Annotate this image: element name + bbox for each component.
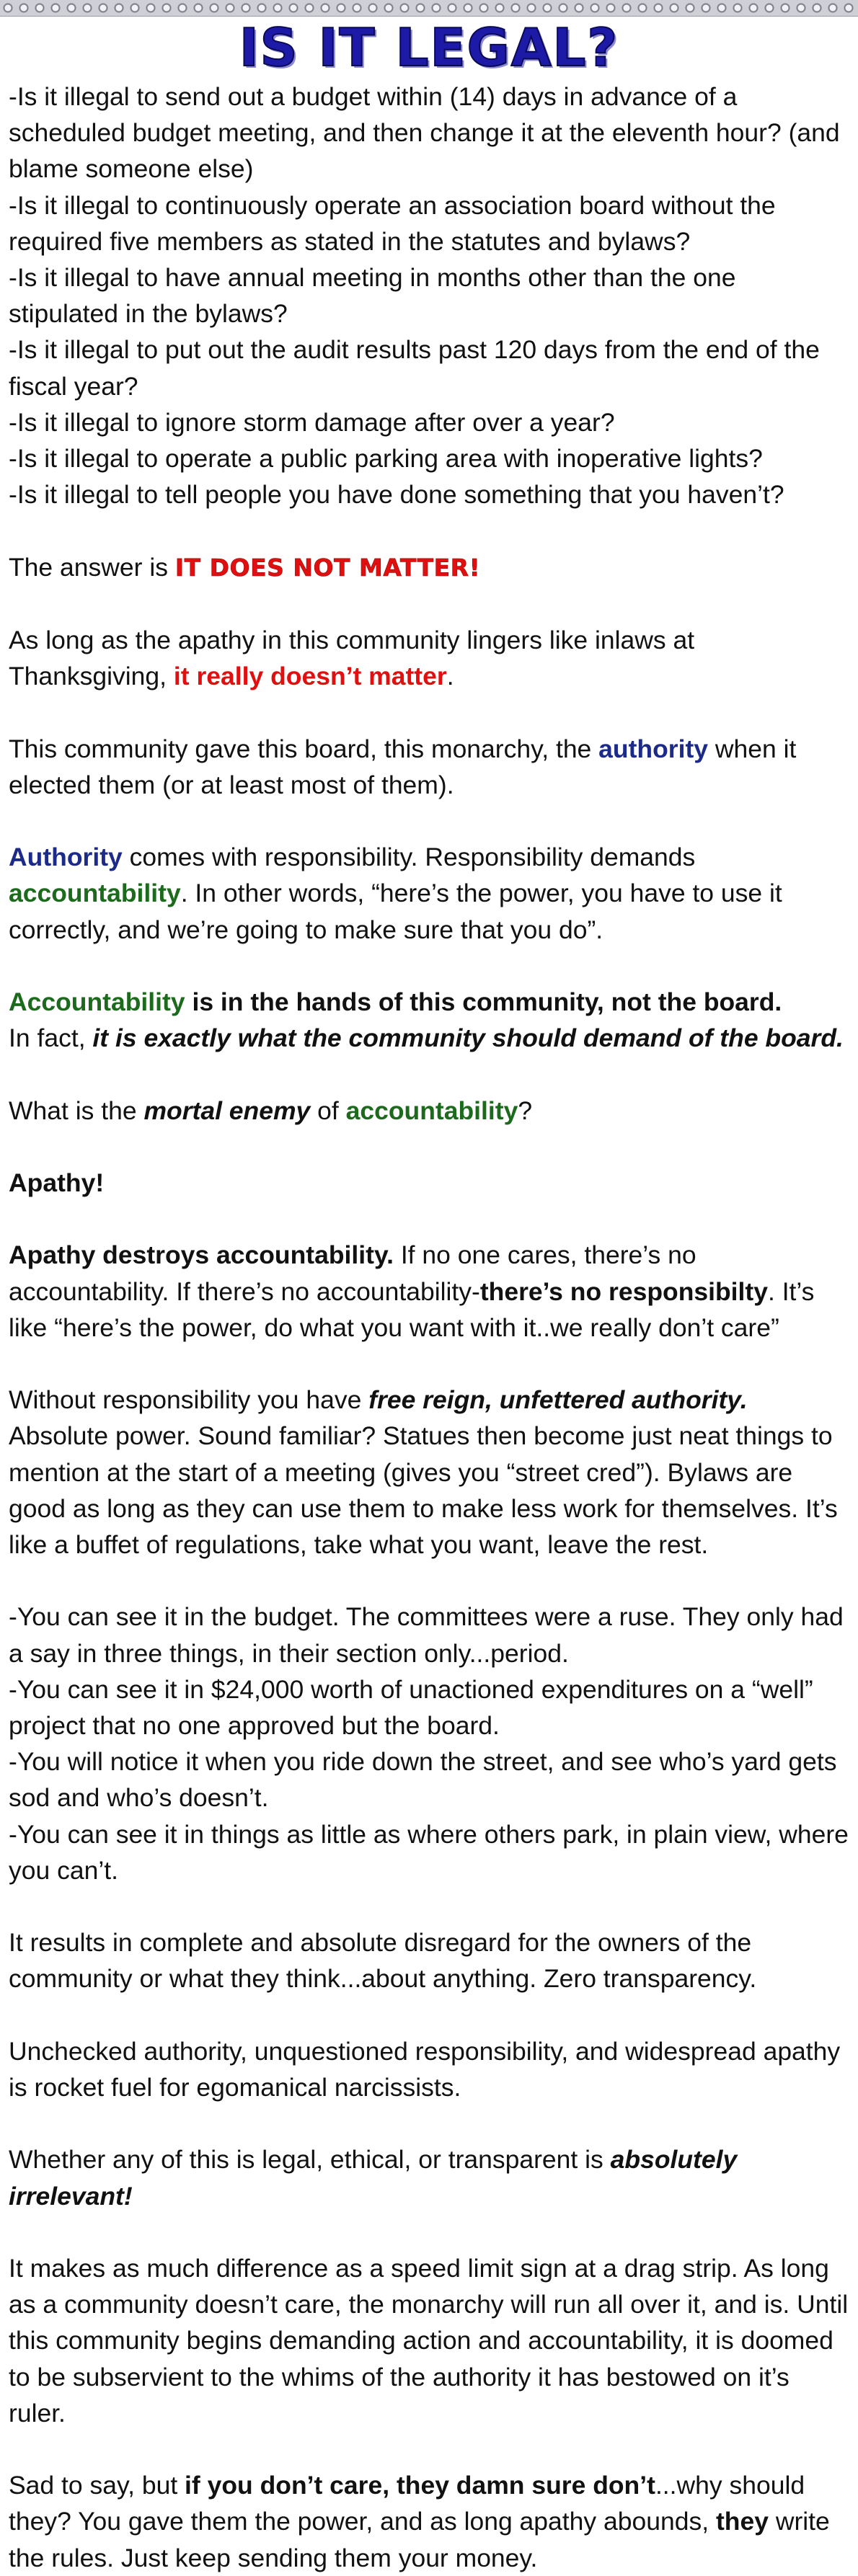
free-reign-emphasis: free reign, unfettered authority. <box>368 1385 748 1415</box>
accountability-word: accountability <box>9 879 181 908</box>
accountability-paragraph-line-2 <box>9 1020 852 1056</box>
example-item: -You will notice it when you ride down the street, and see who’s yard gets sod and who’s doesn’t. <box>9 1747 837 1813</box>
apathy-exclamation: Apathy! <box>9 1168 105 1197</box>
irrelevant-emphasis: absolutely irrelevant! <box>9 2145 738 2211</box>
authority-text-after: when it elected them (or at least most of them). <box>9 734 797 799</box>
accountability-word: Accountability <box>9 987 185 1016</box>
responsibility-text-2: . In other words, “here’s the power, you have to use it correctly, and we’re going to make sure that you do”. <box>9 879 782 944</box>
question-item: -Is it illegal to have annual meeting in months other than the one stipulated in the bylaws? <box>9 263 736 329</box>
closing-middle: ...why should they? You gave them the power, and as long apathy abounds, <box>9 2471 805 2536</box>
destroys-paragraph <box>9 1237 852 1346</box>
question-item: -Is it illegal to continuously operate an association board without the required five members as stated in the statutes and bylaws? <box>9 190 776 256</box>
question-item: -Is it illegal to ignore storm damage after over a year? <box>9 407 615 437</box>
examples-list <box>9 1599 852 1888</box>
drag-strip-paragraph: It makes as much difference as a speed limit sign at a drag strip. As long as a community doesn’t care, the monarchy will run all over it, and is. Until this community begins demanding action and accountability, it is doomed to be subservient to the whims of the authority it has bestowed on it’s ruler. <box>9 2253 849 2428</box>
accountability-word: accountability <box>345 1096 518 1125</box>
answer-prefix: The answer is <box>9 552 175 582</box>
questions-list <box>9 79 852 512</box>
closing-bold-2: they <box>715 2507 769 2536</box>
destroys-bold-2: there’s no responsibilty <box>479 1276 768 1306</box>
example-item: -You can see it in the budget. The committees were a ruse. They only had a say in three things, in their section only...period. <box>9 1602 844 1668</box>
destroys-bold-1: Apathy destroys accountability. <box>9 1240 394 1270</box>
responsibility-paragraph <box>9 839 852 948</box>
question-item: -Is it illegal to put out the audit results past 120 days from the end of the fiscal year? <box>9 335 820 401</box>
answer-highlight: IT DOES NOT MATTER! <box>174 553 481 582</box>
answer-paragraph <box>9 549 852 586</box>
enemy-question-end: ? <box>518 1096 533 1125</box>
authority-highlight: authority <box>598 734 709 763</box>
results-paragraph: It results in complete and absolute disregard for the owners of the community or what they think...about anything. Zero transparency. <box>9 1928 757 1994</box>
apathy-intro-paragraph <box>9 622 852 694</box>
accountability-line2-emphasis: it is exactly what the community should demand of the board. <box>92 1023 844 1053</box>
free-reign-after: Absolute power. Sound familiar? Statues then become just neat things to mention at the start of a meeting (gives you “street cred”). Bylaws are good as long as they can use them to make less work for themselves. It’s like a buffet of regulations, take what you want, leave the rest. <box>9 1421 838 1559</box>
closing-after: write the rules. Just keep sending them your money. <box>9 2507 830 2572</box>
authority-text-before: This community gave this board, this monarchy, the <box>9 734 599 763</box>
free-reign-paragraph <box>9 1382 852 1563</box>
accountability-line2-prefix: In fact, <box>9 1023 93 1053</box>
closing-bold-1: if you don’t care, they damn sure don’t <box>185 2471 655 2500</box>
enemy-question-middle: of <box>310 1096 346 1125</box>
question-item: -Is it illegal to send out a budget within (14) days in advance of a scheduled budget meeting, and then change it at the eleventh hour? (and blame someone else) <box>9 82 840 184</box>
enemy-question <box>9 1093 852 1129</box>
authority-word: Authority <box>9 843 123 872</box>
question-item: -Is it illegal to operate a public parking area with inoperative lights? <box>9 444 763 474</box>
apathy-intro-text: As long as the apathy in this community lingers like inlaws at Thanksgiving, <box>9 626 695 691</box>
decorative-pattern-banner <box>0 0 858 17</box>
enemy-question-emphasis: mortal enemy <box>143 1096 311 1125</box>
closing-paragraph <box>9 2467 852 2576</box>
apathy-intro-highlight: it really doesn’t matter <box>173 662 447 691</box>
page-title: IS IT LEGAL? <box>239 17 619 78</box>
article-body <box>0 76 858 2576</box>
authority-paragraph <box>9 731 852 803</box>
question-item: -Is it illegal to tell people you have done something that you haven’t? <box>9 480 784 510</box>
destroys-text-1: If no one cares, there’s no accountability. If there’s no accountability- <box>9 1240 696 1306</box>
example-item: -You can see it in things as little as where others park, in plain view, where you can’t. <box>9 1819 849 1885</box>
free-reign-before: Without responsibility you have <box>9 1385 369 1415</box>
closing-before: Sad to say, but <box>9 2471 185 2500</box>
example-item: -You can see it in $24,000 worth of unactioned expenditures on a “well” project that no one approved but the board. <box>9 1674 813 1740</box>
accountability-paragraph <box>9 984 852 1020</box>
responsibility-text-1: comes with responsibility. Responsibility demands <box>122 843 696 872</box>
destroys-text-2: . It’s like “here’s the power, do what you want with it..we really don’t care” <box>9 1276 815 1342</box>
apathy-intro-end: . <box>446 662 454 691</box>
irrelevant-before: Whether any of this is legal, ethical, or transparent is <box>9 2145 611 2175</box>
accountability-bold-text: is in the hands of this community, not the board. <box>185 987 782 1016</box>
enemy-question-before: What is the <box>9 1096 144 1125</box>
irrelevant-paragraph <box>9 2141 852 2213</box>
rocket-fuel-paragraph: Unchecked authority, unquestioned responsibility, and widespread apathy is rocket fuel for egomanical narcissists. <box>9 2036 841 2102</box>
